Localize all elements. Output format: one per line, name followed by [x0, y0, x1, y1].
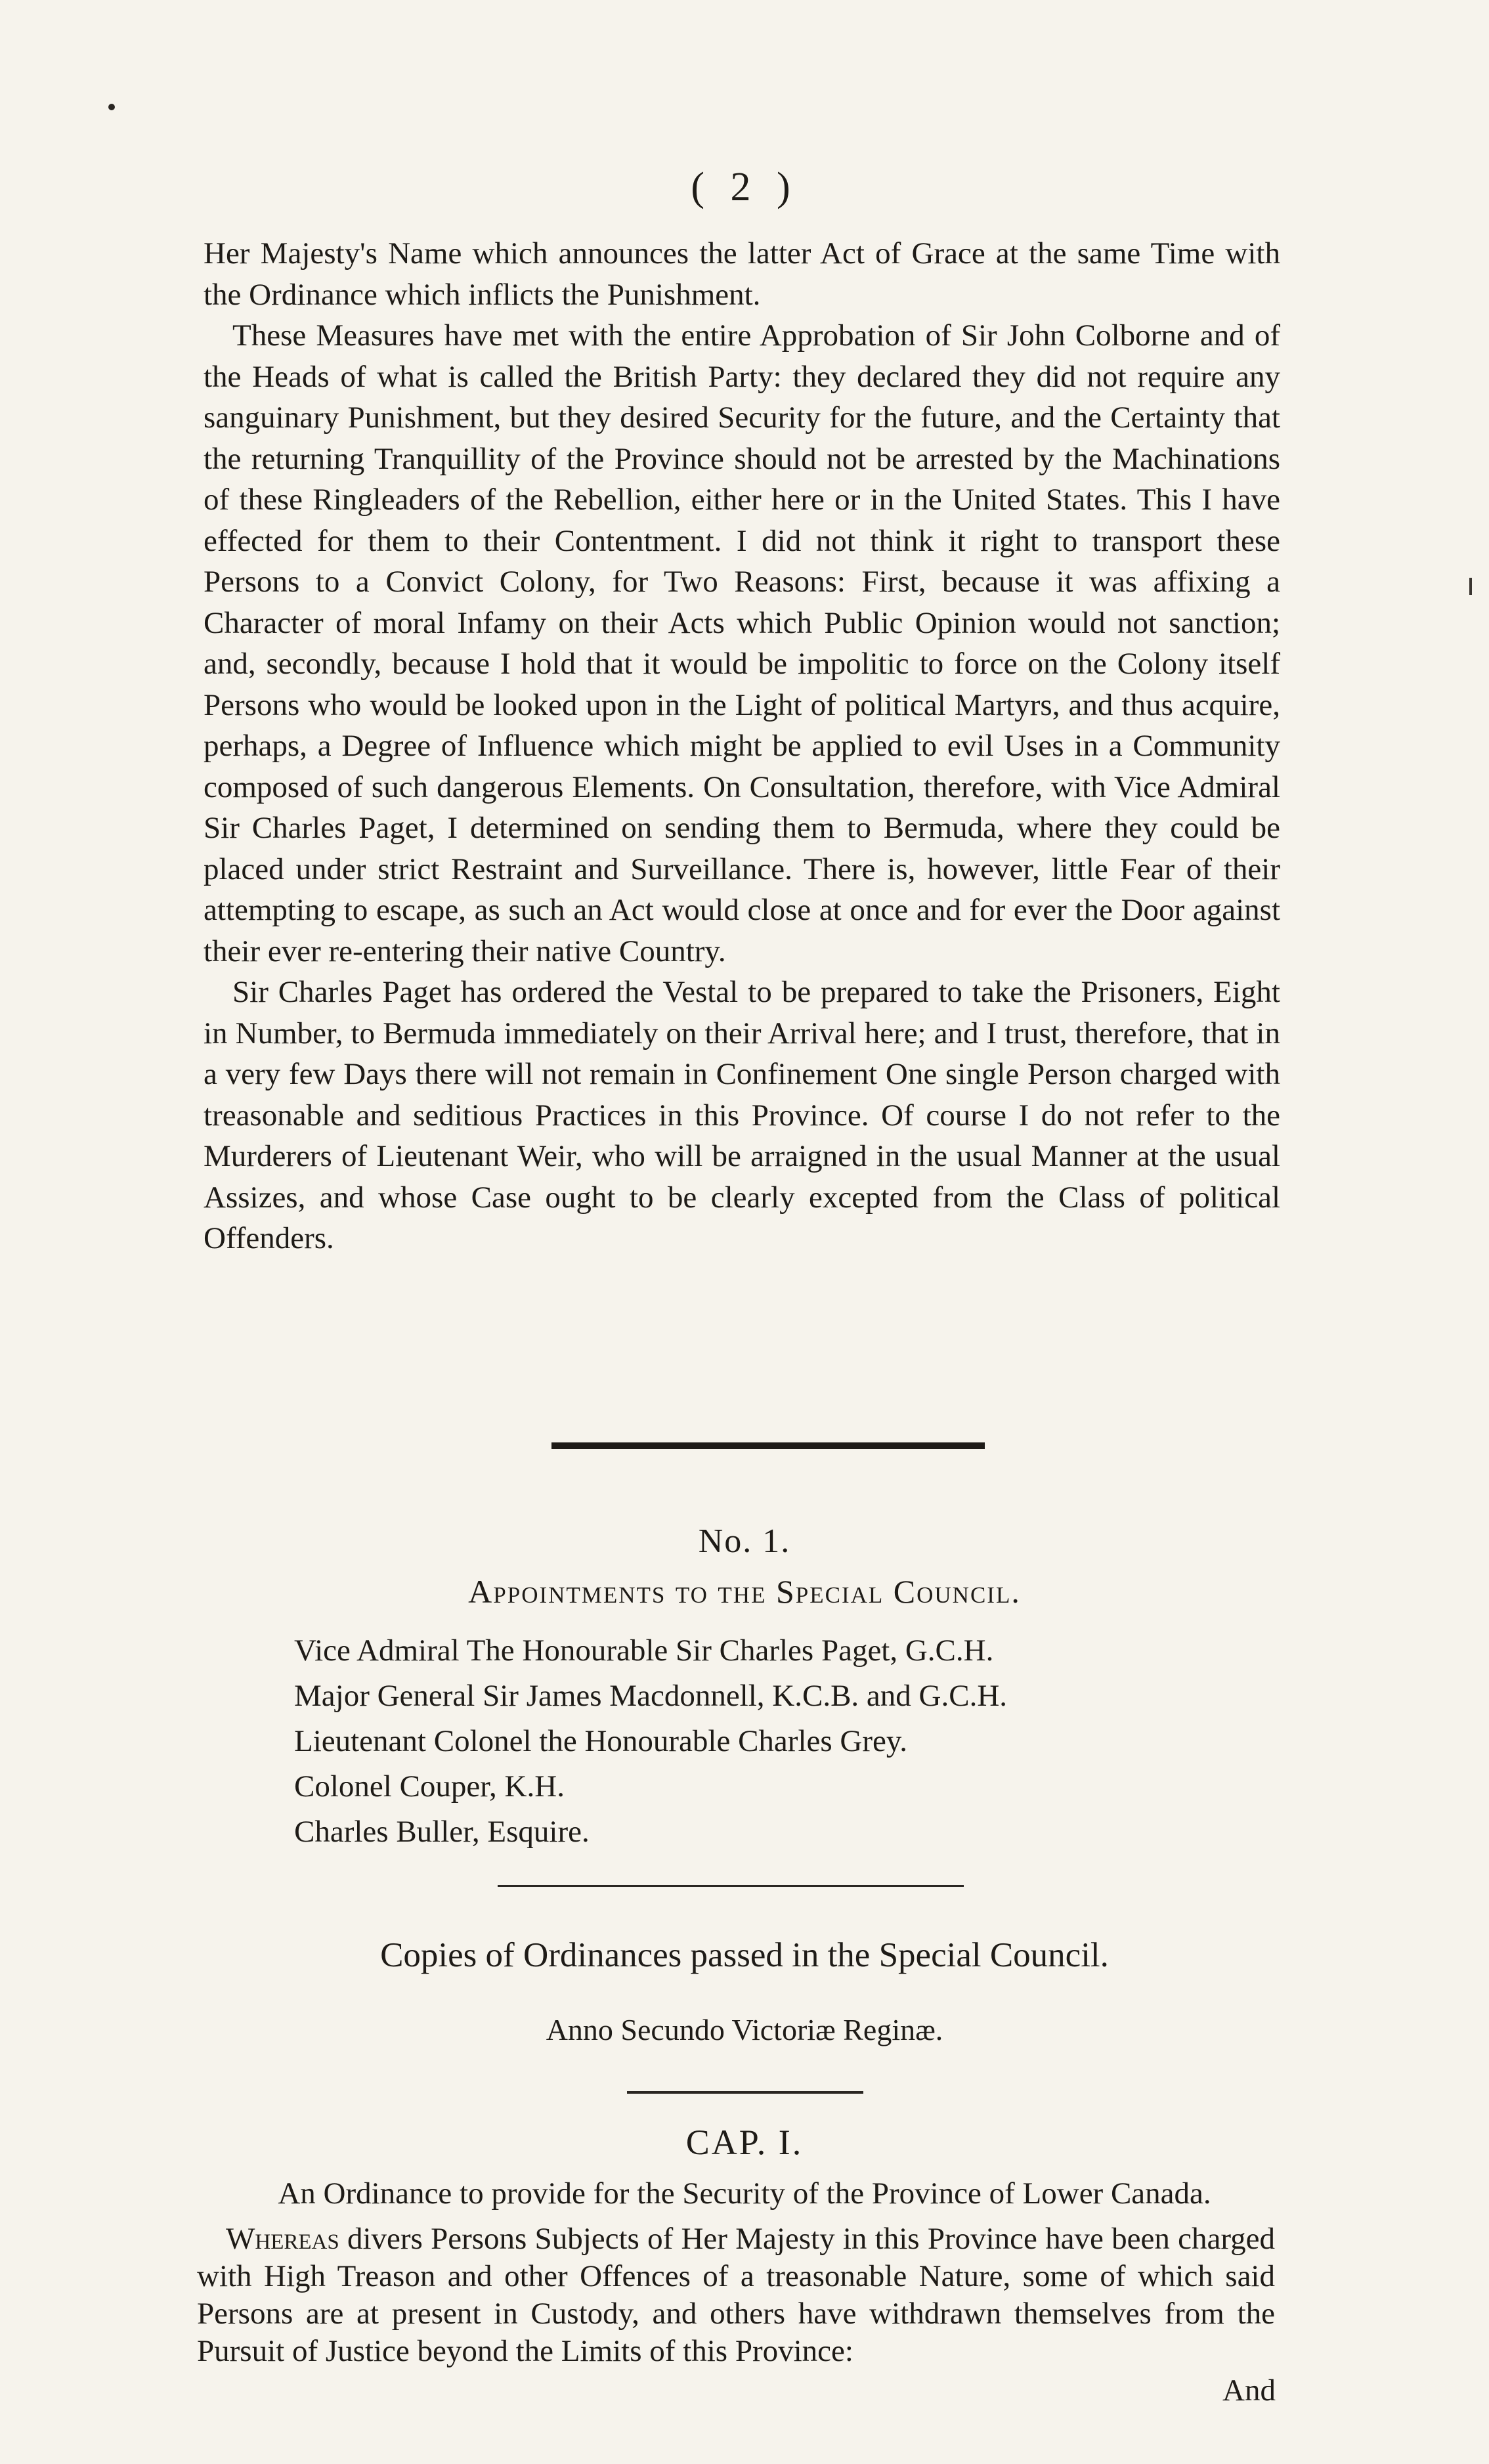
margin-mark [1469, 578, 1472, 595]
appointee: Charles Buller, Esquire. [294, 1815, 590, 1849]
paragraph: Sir Charles Paget has ordered the Vestal to be prepared to take the Prisoners, Eight in Number, to Bermuda immediately on their Arrival here; and I trust, therefore, that in a very few Days there will not remain in Confinement One single Person charged with treasonable and seditious Practices in this Province. Of course I do not refer to the Murderers of Lieutenant Weir, who will be arraigned in the usual Manner at the usual Assizes, and whose Case ought to be clearly excepted from the Class of political Offenders. [204, 975, 1280, 1255]
ordinance-preamble [197, 2220, 1275, 2370]
short-divider-rule [627, 2091, 863, 2094]
appointee-list [294, 1628, 1007, 1855]
letter-body [204, 233, 1280, 1259]
opening-word: Whereas [226, 2222, 339, 2256]
appointments-heading: Appointments to the Special Council. [468, 1573, 1021, 1610]
chapter-heading: CAP. I. [685, 2123, 804, 2162]
appointee: Colonel Couper, K.H. [294, 1769, 565, 1804]
divider-rule [498, 1885, 964, 1887]
ink-speck [108, 104, 115, 110]
paragraph: These Measures have met with the entire Approbation of Sir John Colborne and of the Heads of what is called the British Party: they declared they did not require any sanguinary Punishment, but they desired Security for the future, and the Certainty that the returning Tranquillity of the Province should not be arrested by the Machinations of these Ringleaders of the Rebellion, either here or in the United States. This I have effected for them to their Contentment. I did not think it right to transport these Persons to a Convict Colony, for Two Reasons: First, because it was affixing a Character of moral Infamy on their Acts which Public Opinion would not sanction; and, secondly, because I hold that it would be impolitic to force on the Colony itself Persons who would be looked upon in the Light of political Martyrs, and thus acquire, perhaps, a Degree of Influence which might be applied to evil Uses in a Community composed of such dangerous Elements. On Consultation, therefore, with Vice Admiral Sir Charles Paget, I determined on sending them to Bermuda, where they could be placed under strict Restraint and Surveillance. There is, however, little Fear of their attempting to escape, as such an Act would close at once and for ever the Door against their ever re-entering their native Country. [204, 318, 1280, 968]
appointee: Vice Admiral The Honourable Sir Charles Paget, G.C.H. [294, 1633, 994, 1668]
paragraph: Her Majesty's Name which announces the latter Act of Grace at the same Time with the Ordinance which inflicts the Punishment. [204, 236, 1280, 312]
appointee: Major General Sir James Macdonnell, K.C.B. and G.C.H. [294, 1679, 1008, 1713]
section-number: No. 1. [698, 1523, 791, 1560]
section-divider [551, 1442, 985, 1449]
preamble-text: divers Persons Subjects of Her Majesty in this Province have been charged with High Treason and other Offences of a treasonable Nature, some of which said Persons are at present in Custody, and others have withdrawn themselves from the Pursuit of Justice beyond the Limits of this Province: [197, 2222, 1275, 2368]
appointee: Lieutenant Colonel the Honourable Charles Grey. [294, 1724, 908, 1758]
regnal-year: Anno Secundo Victoriæ Reginæ. [546, 2013, 943, 2046]
ordinance-title: An Ordinance to provide for the Security of the Province of Lower Canada. [278, 2176, 1211, 2211]
copies-heading: Copies of Ordinances passed in the Special Council. [380, 1936, 1109, 1974]
catchword: And [1222, 2373, 1276, 2408]
page-number: ( 2 ) [691, 165, 798, 209]
